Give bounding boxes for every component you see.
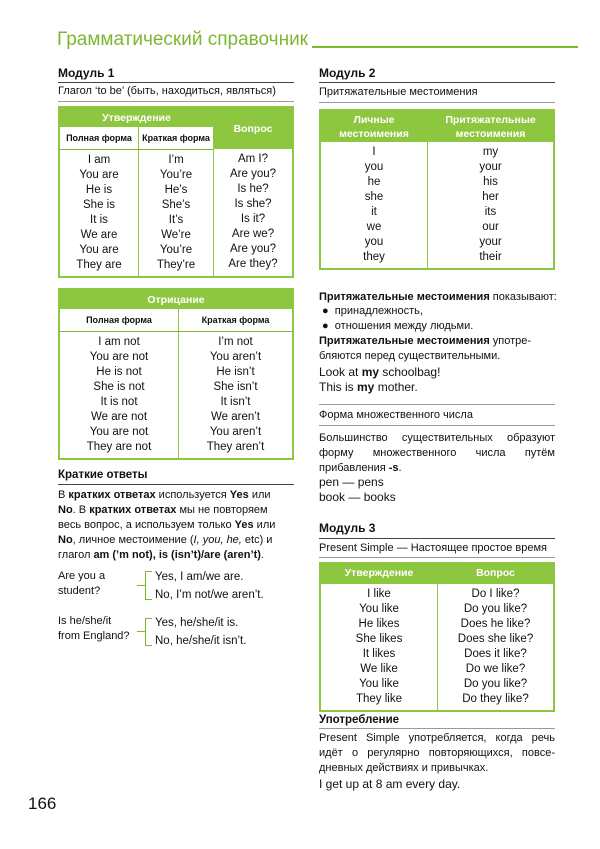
th-short-form: Краткая форма xyxy=(139,127,214,149)
bracket-2-tick xyxy=(137,631,145,632)
page-title: Грамматический справочник xyxy=(57,29,308,50)
short-answers-line xyxy=(58,518,298,533)
to-be-full-cell: She is xyxy=(83,198,115,211)
to-be-affirm-table xyxy=(58,106,294,278)
to-be-full-cell: You are xyxy=(79,243,119,256)
ps-question-cell: Do you like? xyxy=(463,677,528,690)
short-answers-segment: или xyxy=(253,519,276,531)
possessive-pronoun-cell: her xyxy=(482,191,499,203)
to-be-neg-short-cell: We aren’t xyxy=(210,410,260,423)
th-negation: Отрицание xyxy=(147,293,205,306)
ps-affirm-cell: You like xyxy=(359,677,399,690)
to-be-neg-short-cell: They aren’t xyxy=(206,440,265,453)
short-answers-segment: am (’m not), is (isn’t)/are (aren’t) xyxy=(93,549,261,561)
short-answers-segment: . xyxy=(260,549,264,561)
personal-pronoun-cell: it xyxy=(371,206,377,218)
to-be-neg-full-cell: You are not xyxy=(89,350,149,363)
col-full xyxy=(59,149,139,277)
plural-line3-post: . xyxy=(398,462,402,474)
personal-pronoun-cell: you xyxy=(364,161,384,173)
short-answers-rule xyxy=(58,484,294,485)
col-ps-question xyxy=(438,583,555,711)
to-be-neg-short-cell: You aren’t xyxy=(209,350,262,363)
a1-yes: Yes, I am/we are. xyxy=(155,571,244,583)
bracket-1-tick xyxy=(137,585,145,586)
plural-line3-bold: -s xyxy=(388,462,399,474)
ex1-bold: my xyxy=(361,365,380,379)
to-be-neg-full-cell: We are not xyxy=(90,410,148,423)
usage-heading: Употребление xyxy=(319,714,400,726)
plural-top-rule xyxy=(319,404,555,405)
th-neg-full: Полная форма xyxy=(59,309,179,331)
a1 xyxy=(155,568,264,604)
th-full-form: Полная форма xyxy=(59,127,139,149)
to-be-neg-full-cell: He is not xyxy=(96,365,142,378)
bullet-1: ● принадлежность, xyxy=(322,305,423,317)
to-be-neg-short-cell: You aren’t xyxy=(209,425,262,438)
to-be-neg-short-cell: I’m not xyxy=(218,335,253,348)
bracket-2 xyxy=(145,618,152,646)
plural-bottom-rule xyxy=(319,425,555,426)
possessive-pronoun-cell: your xyxy=(479,161,502,173)
a2-no: No, he/she/it isn’t. xyxy=(155,635,247,647)
to-be-question-cell: Are they? xyxy=(228,258,278,271)
short-answers-segment: No xyxy=(58,504,73,516)
ps-affirm-cell: She likes xyxy=(355,632,403,645)
possessive-pronoun-cell: my xyxy=(482,146,499,158)
ps-question-cell: Do I like? xyxy=(471,587,520,600)
to-be-full-cell: I am xyxy=(87,153,111,166)
plural-heading: Форма множественного числа xyxy=(319,409,473,421)
possessive-show xyxy=(319,290,559,305)
short-answers-heading: Краткие ответы xyxy=(58,469,148,481)
usage-example: I get up at 8 am every day. xyxy=(319,777,461,791)
th-neg-short: Краткая форма xyxy=(179,309,294,331)
to-be-neg-full-cell: You are not xyxy=(89,425,149,438)
ps-question-cell: Does she like? xyxy=(457,632,534,645)
module3-rule xyxy=(319,538,555,539)
to-be-short-cell: She’s xyxy=(161,198,191,211)
usage-bold: Притяжательные местоимения xyxy=(319,335,490,347)
ex-pens-word: pens xyxy=(357,475,384,489)
short-answers-segment: . В xyxy=(72,504,90,516)
personal-pronoun-cell: they xyxy=(363,251,385,263)
to-be-short-cell: He’s xyxy=(164,183,188,196)
page-number: 166 xyxy=(28,794,57,813)
ex2-bold: my xyxy=(357,380,375,394)
ex1-post: schoolbag! xyxy=(379,365,441,379)
personal-pronoun-cell: we xyxy=(366,221,382,233)
a2 xyxy=(155,614,246,650)
ps-question-cell: Do they like? xyxy=(462,692,529,705)
to-be-neg-short-cell: She isn’t xyxy=(213,380,258,393)
usage-paragraph xyxy=(319,731,555,776)
example-1 xyxy=(319,364,440,380)
q2-line2: from England? xyxy=(58,630,130,642)
short-answers-segment: Yes xyxy=(234,519,254,531)
ps-question-cell: Does it like? xyxy=(464,647,527,660)
short-answers-segment: , личное местоимение ( xyxy=(72,534,194,546)
ex-book-word: book xyxy=(319,490,346,504)
to-be-question-cell: Are you? xyxy=(229,243,277,256)
ps-affirm-cell: I like xyxy=(367,587,391,600)
short-answers-line xyxy=(58,548,298,563)
ex-pen xyxy=(319,474,384,490)
plural-line3-pre: прибавления xyxy=(319,462,389,474)
possessive-pronoun-cell: their xyxy=(479,251,502,263)
col-question xyxy=(214,149,294,277)
to-be-question-cell: Am I? xyxy=(237,153,269,166)
to-be-full-cell: It is xyxy=(90,213,108,226)
bullet-2-text: отношения между людьми. xyxy=(334,320,474,332)
possessive-show-rest: показывают: xyxy=(489,291,557,303)
ex-pen-dash: — xyxy=(339,475,358,489)
ps-question-cell: Do we like? xyxy=(465,662,526,675)
to-be-neg-short-cell: He isn’t xyxy=(216,365,255,378)
short-answers-line xyxy=(58,533,298,548)
to-be-full-cell: He is xyxy=(85,183,113,196)
short-answers-segment: мы не повторяем xyxy=(176,504,268,516)
to-be-neg-short-cell: It isn’t xyxy=(220,395,251,408)
usage-rule xyxy=(319,728,555,729)
th-question: Вопрос xyxy=(214,107,294,149)
short-answers-segment: В xyxy=(58,489,69,501)
possessive-pronoun-cell: its xyxy=(484,206,497,218)
present-simple-table xyxy=(319,562,555,712)
to-be-neg-full-cell: I am not xyxy=(98,335,140,348)
col-possessive xyxy=(428,142,555,269)
module3-subrule xyxy=(319,557,555,558)
short-answers-paragraph xyxy=(58,488,298,563)
ps-question-cell: Do you like? xyxy=(463,602,528,615)
ps-affirm-cell: It likes xyxy=(362,647,396,660)
possessive-pronoun-cell: our xyxy=(482,221,499,233)
plural-text xyxy=(319,431,555,461)
th-affirm: Утверждение xyxy=(102,111,171,124)
ex-pen-word: pen xyxy=(319,475,340,489)
usage-text xyxy=(319,334,559,364)
ps-affirm-cell: They like xyxy=(355,692,403,705)
to-be-question-cell: Is it? xyxy=(240,213,266,226)
short-answers-segment: кратких ответах xyxy=(89,504,177,516)
ex-book xyxy=(319,489,396,505)
th-personal: Личные местоимения xyxy=(339,113,409,140)
possessive-show-bold: Притяжательные местоимения xyxy=(319,291,490,303)
plural-line2: форму множественного числа путём xyxy=(319,447,555,459)
module2-subrule xyxy=(319,102,555,103)
bracket-1 xyxy=(145,571,152,600)
short-answers-line xyxy=(58,503,298,518)
q1-line2: student? xyxy=(58,585,101,597)
possessive-table xyxy=(319,109,555,270)
ps-affirm-cell: He likes xyxy=(358,617,400,630)
to-be-neg-full-cell: She is not xyxy=(93,380,145,393)
module2-heading: Модуль 2 xyxy=(319,66,376,80)
to-be-full-cell: They are xyxy=(76,258,122,271)
short-answers-segment: кратких ответах xyxy=(68,489,156,501)
short-answers-line xyxy=(58,488,298,503)
example-2 xyxy=(319,379,418,395)
ex-books-word: books xyxy=(363,490,396,504)
usage-line1: Present Simple употребляется, когда речь xyxy=(319,732,555,744)
module3-heading: Модуль 3 xyxy=(319,521,376,535)
th-ps-affirm: Утверждение xyxy=(344,567,414,580)
col-personal xyxy=(320,142,428,269)
personal-pronoun-cell: he xyxy=(367,176,381,188)
to-be-short-cell: You’re xyxy=(159,168,193,181)
to-be-short-cell: I’m xyxy=(168,153,184,166)
to-be-question-cell: Is she? xyxy=(234,198,272,211)
to-be-full-cell: You are xyxy=(79,168,119,181)
bullet-1-text: принадлежность, xyxy=(334,305,423,317)
ex1-pre: Look at xyxy=(319,365,362,379)
usage-line3: дневных действиях и привычках. xyxy=(319,762,489,774)
ex2-pre: This is xyxy=(319,380,358,394)
to-be-full-cell: We are xyxy=(80,228,118,241)
module1-subrule xyxy=(58,101,294,102)
usage-rest: употре- xyxy=(489,335,532,347)
col-ps-affirm xyxy=(320,583,438,711)
neg-col-full xyxy=(59,331,179,459)
usage-line2: идёт о регулярно повторяющихся, повсе- xyxy=(319,747,555,759)
to-be-question-cell: Are we? xyxy=(231,228,275,241)
q2 xyxy=(58,614,130,644)
short-answers-segment: I, you, he, xyxy=(193,534,242,546)
a1-no: No, I’m not/we aren’t. xyxy=(155,589,264,601)
ex2-post: mother. xyxy=(374,380,418,394)
module1-heading: Модуль 1 xyxy=(58,66,115,80)
to-be-short-cell: We’re xyxy=(161,228,191,241)
short-answers-segment: или xyxy=(248,489,271,501)
ex-book-dash: — xyxy=(345,490,364,504)
bullet-2: ● отношения между людьми. xyxy=(322,320,474,332)
module2-rule xyxy=(319,82,555,83)
to-be-short-cell: They’re xyxy=(156,258,196,271)
short-answers-segment: etc) и xyxy=(241,534,273,546)
module1-rule xyxy=(58,82,294,83)
to-be-question-cell: Are you? xyxy=(229,168,277,181)
neg-col-short xyxy=(179,331,294,459)
col-short xyxy=(139,149,214,277)
personal-pronoun-cell: she xyxy=(364,191,384,203)
subtitle-rest: (быть, находиться, являться) xyxy=(123,85,276,97)
th-possessive: Притяжательные местоимения xyxy=(428,110,555,142)
ps-question-cell: Does he like? xyxy=(460,617,531,630)
to-be-question-cell: Is he? xyxy=(237,183,269,196)
possessive-pronoun-cell: your xyxy=(479,236,502,248)
module3-subtitle: Present Simple — Настоящее простое время xyxy=(319,542,547,554)
q1 xyxy=(58,569,105,599)
to-be-negation-table xyxy=(58,288,294,460)
title-rule xyxy=(312,46,578,48)
personal-pronoun-cell: I xyxy=(372,146,376,158)
plural-line1: Большинство существительных образуют xyxy=(319,432,555,444)
short-answers-segment: глагол xyxy=(58,549,94,561)
to-be-neg-full-cell: It is not xyxy=(100,395,138,408)
q1-line1: Are you a xyxy=(58,570,106,582)
short-answers-segment: используется xyxy=(155,489,230,501)
q2-line1: Is he/she/it xyxy=(58,615,112,627)
to-be-short-cell: It’s xyxy=(168,213,184,226)
to-be-short-cell: You’re xyxy=(159,243,193,256)
short-answers-segment: весь вопрос, а используем только xyxy=(58,519,235,531)
subtitle-to-be: Глагол ‘to be’ xyxy=(58,85,124,97)
module2-subtitle: Притяжательные местоимения xyxy=(319,86,478,98)
module1-subtitle xyxy=(58,85,276,97)
usage-line2: бляются перед существительными. xyxy=(319,350,501,362)
short-answers-segment: No xyxy=(58,534,73,546)
ps-affirm-cell: We like xyxy=(360,662,398,675)
th-ps-question: Вопрос xyxy=(438,563,555,583)
short-answers-segment: Yes xyxy=(229,489,249,501)
to-be-neg-full-cell: They are not xyxy=(86,440,152,453)
possessive-pronoun-cell: his xyxy=(483,176,498,188)
personal-pronoun-cell: you xyxy=(364,236,384,248)
a2-yes: Yes, he/she/it is. xyxy=(155,617,239,629)
ps-affirm-cell: You like xyxy=(359,602,399,615)
